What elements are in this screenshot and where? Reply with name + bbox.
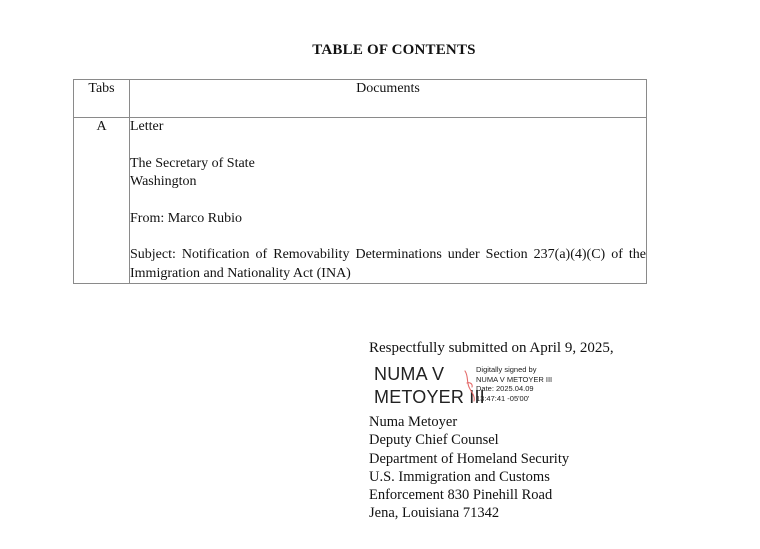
document-type: Letter [130,119,164,134]
signature-detail-line-1: Digitally signed by [476,365,537,374]
signer-title: Deputy Chief Counsel [369,432,499,449]
document-cell [130,118,647,284]
signer-name: Numa Metoyer [369,414,458,430]
signature-detail-line-3: Date: 2025.04.09 [476,384,534,394]
table-row [74,118,647,284]
signature-detail-line-4: 13:47:41 -05'00' [476,393,530,403]
from-line: From: Marco Rubio [130,210,242,226]
table-header-row [74,80,647,118]
signature-details [476,365,552,403]
digital-signature [374,363,574,411]
subject-line: Subject: Notification of Removability Determinations under Section 237(a)(4)(C) of the Immigration and Nationality Act (INA) [130,247,646,281]
tab-label: A [74,118,130,284]
signer-office-line-1: U.S. Immigration and Customs [369,468,550,485]
signature-name-line-2: METOYER III [374,387,485,407]
signature-detail-line-2: NUMA V METOYER III [476,374,553,384]
header-tabs: Tabs [74,80,130,118]
signer-block [369,413,569,523]
signer-office-line-2: Enforcement 830 Pinehill Road [369,487,553,504]
header-documents: Documents [130,80,647,118]
recipient-line-1: The Secretary of State [130,155,255,171]
toc-table [73,79,647,284]
signer-city: Jena, Louisiana 71342 [369,505,500,522]
signer-department: Department of Homeland Security [369,450,570,467]
signature-name-line-1: NUMA V [374,364,445,384]
page-title: TABLE OF CONTENTS [312,42,476,58]
recipient-line-2: Washington [130,174,197,189]
submission-line: Respectfully submitted on April 9, 2025, [369,340,614,356]
